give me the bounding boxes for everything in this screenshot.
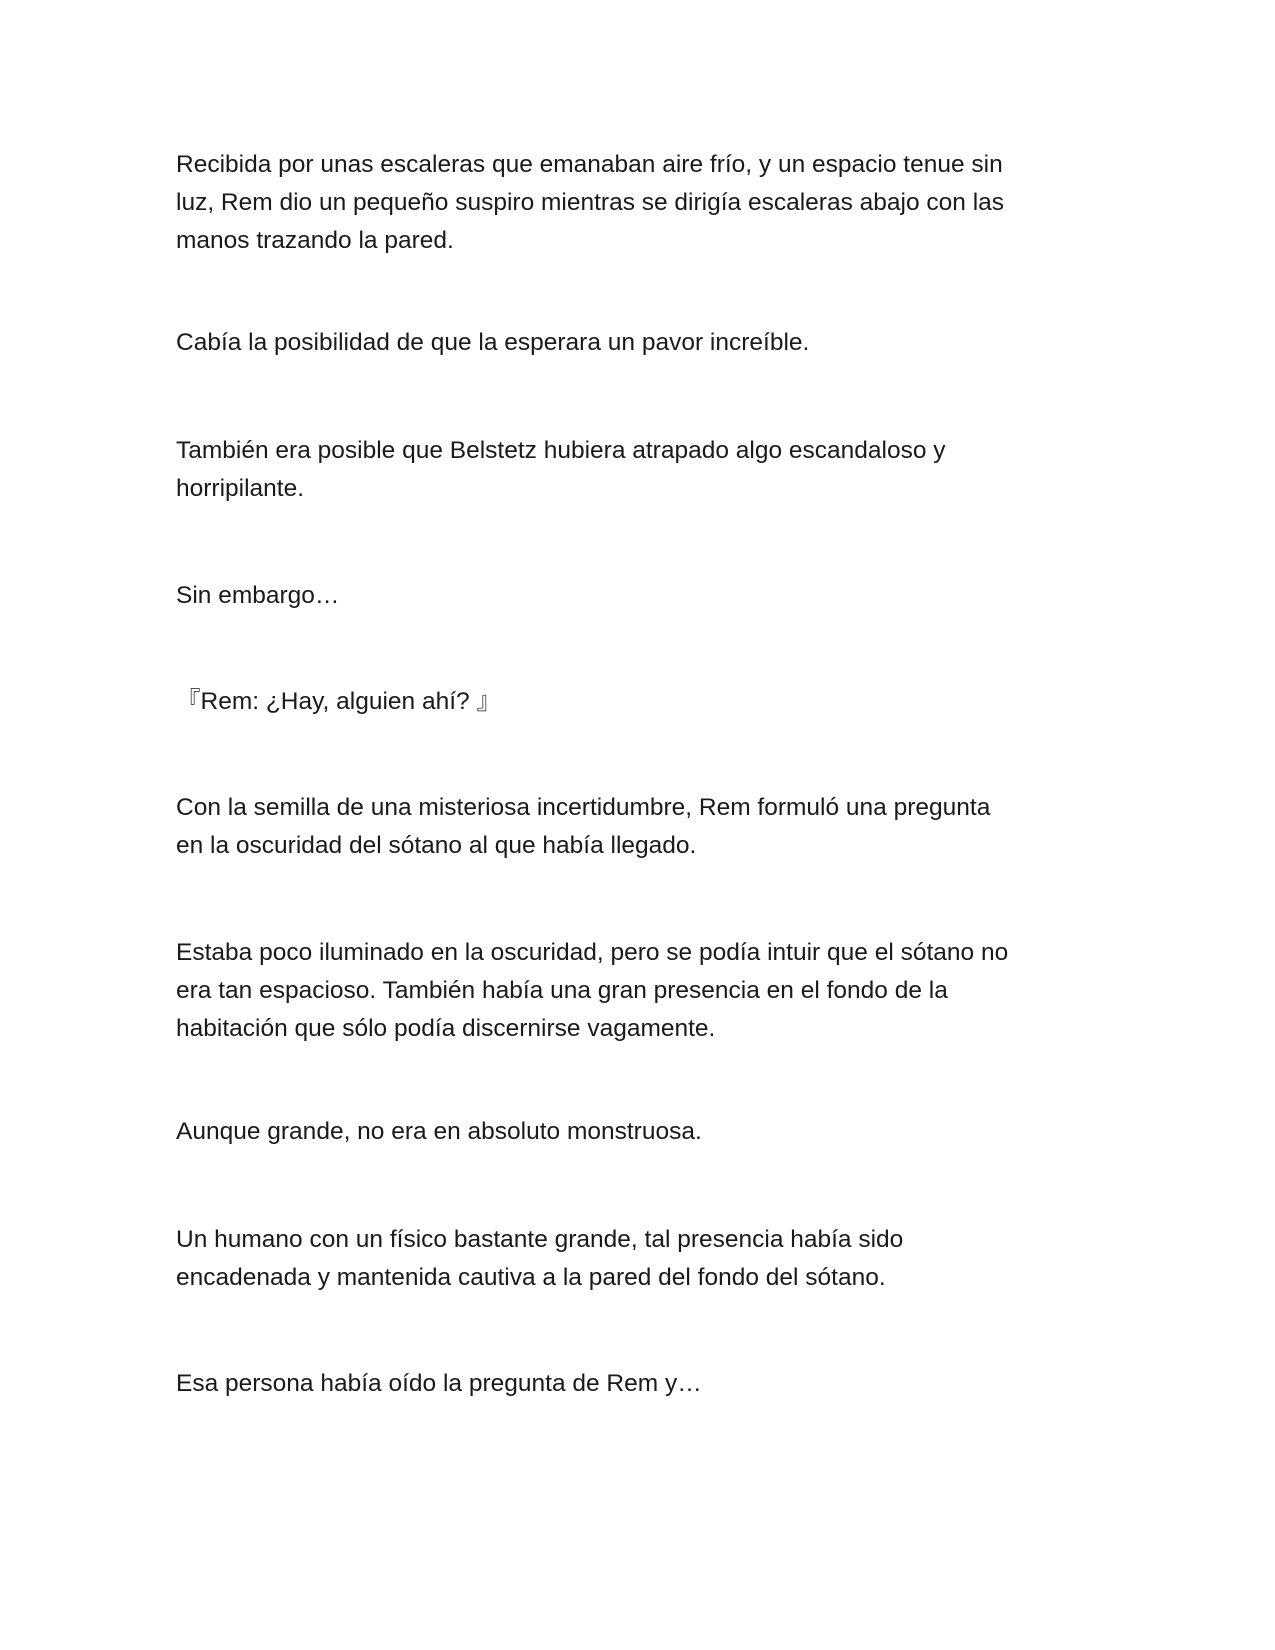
paragraph-line: Esa persona había oído la pregunta de Rem y… bbox=[176, 1370, 702, 1397]
paragraph-line: en la oscuridad del sótano al que había llegado. bbox=[176, 832, 697, 859]
paragraph-line: encadenada y mantenida cautiva a la pared del fondo del sótano. bbox=[176, 1264, 886, 1291]
paragraph-line: manos trazando la pared. bbox=[176, 227, 454, 254]
paragraph-line: Aunque grande, no era en absoluto monstruosa. bbox=[176, 1118, 702, 1145]
paragraph-8 bbox=[176, 1113, 1096, 1151]
paragraph-line: Un humano con un físico bastante grande, tal presencia había sido bbox=[176, 1226, 904, 1253]
paragraph-4 bbox=[176, 577, 1096, 615]
paragraph-3 bbox=[176, 432, 1096, 508]
paragraph-line: luz, Rem dio un pequeño suspiro mientras se dirigía escaleras abajo con las bbox=[176, 189, 1005, 216]
paragraph-9 bbox=[176, 1221, 1096, 1297]
paragraph-line: Cabía la posibilidad de que la esperara un pavor increíble. bbox=[176, 329, 810, 356]
paragraph-10 bbox=[176, 1365, 1096, 1403]
paragraph-1 bbox=[176, 146, 1096, 260]
paragraph-line: Estaba poco iluminado en la oscuridad, pero se podía intuir que el sótano no bbox=[176, 939, 1009, 966]
paragraph-6 bbox=[176, 789, 1096, 865]
dialogue-line bbox=[176, 683, 1096, 721]
paragraph-line: Con la semilla de una misteriosa incertidumbre, Rem formuló una pregunta bbox=[176, 794, 991, 821]
paragraph-line: habitación que sólo podía discernirse vagamente. bbox=[176, 1015, 716, 1042]
paragraph-2 bbox=[176, 324, 1096, 362]
paragraph-line: Recibida por unas escaleras que emanaban aire frío, y un espacio tenue sin bbox=[176, 151, 1003, 178]
paragraph-line: También era posible que Belstetz hubiera atrapado algo escandaloso y bbox=[176, 437, 946, 464]
paragraph-7 bbox=[176, 934, 1096, 1048]
paragraph-line: Sin embargo… bbox=[176, 582, 340, 609]
paragraph-line: horripilante. bbox=[176, 475, 305, 502]
paragraph-line: era tan espacioso. También había una gran presencia en el fondo de la bbox=[176, 977, 948, 1004]
paragraph-line: 『Rem: ¿Hay, alguien ahí? 』 bbox=[176, 688, 501, 715]
